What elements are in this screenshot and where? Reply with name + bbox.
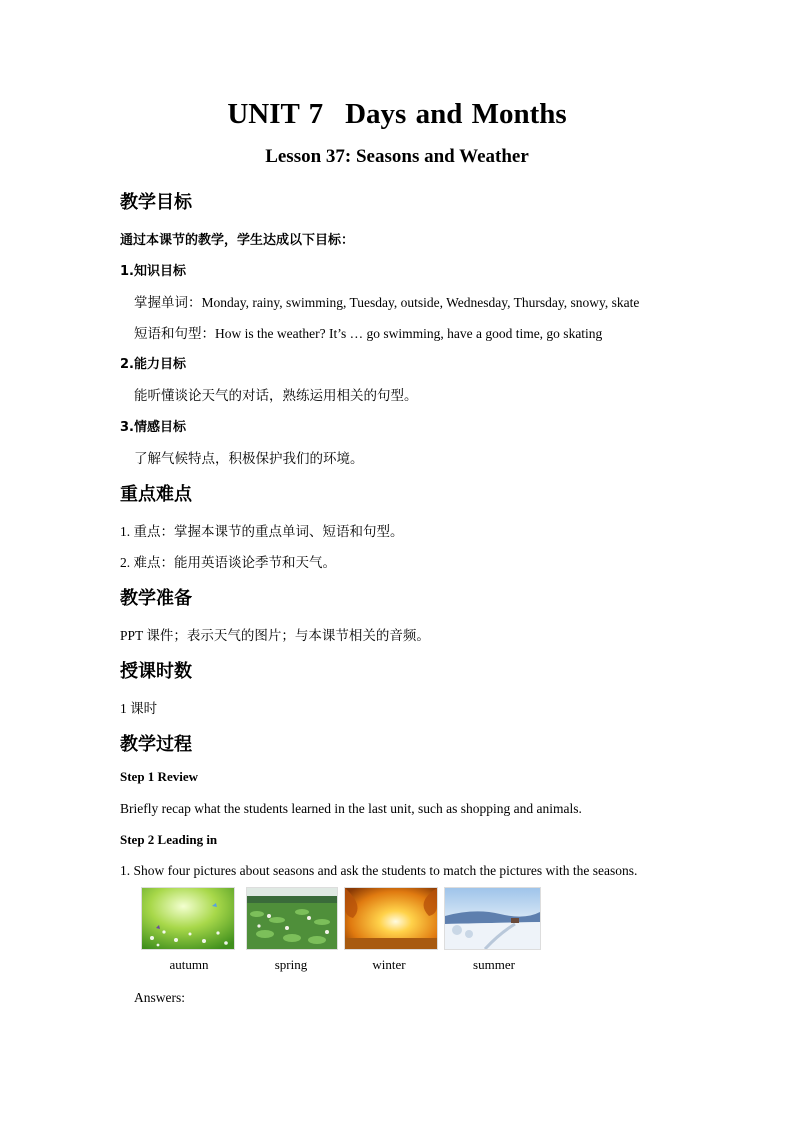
process-heading: 教学过程 [120, 734, 192, 755]
step1-title: Step 1 Review [120, 769, 198, 784]
meadow-picture [141, 887, 235, 950]
unit-number: UNIT 7 [227, 98, 324, 130]
step2-title: Step 2 Leading in [120, 832, 218, 847]
vocab-line: 掌握单词：Monday, rainy, swimming, Tuesday, outside, Wednesday, Thursday, snowy, skate [134, 295, 640, 310]
ability-heading: 2.能力目标 [120, 357, 186, 372]
unit-title [0, 98, 794, 131]
step1-text: Briefly recap what the students learned in the last unit, such as shopping and animals. [120, 801, 582, 816]
difficulty-item: 2. 难点：能用英语谈论季节和天气。 [120, 555, 336, 570]
lesson-title: Lesson 37: Seasons and Weather [265, 146, 529, 167]
caption-item: spring [274, 957, 308, 972]
preparation-text: PPT 课件；表示天气的图片；与本课节相关的音频。 [120, 628, 430, 643]
unit-name: Days and Months [345, 98, 567, 130]
hours-text: 1 课时 [120, 701, 158, 716]
knowledge-heading: 1.知识目标 [120, 264, 186, 279]
caption-item: autumn [169, 957, 209, 972]
key-points-heading: 重点难点 [120, 484, 192, 505]
autumn-tree-picture [344, 887, 438, 950]
objectives-intro: 通过本课节的教学，学生达成以下目标： [120, 233, 355, 248]
caption-item: summer [473, 957, 515, 972]
key-point-item: 1. 重点：掌握本课节的重点单词、短语和句型。 [120, 524, 404, 539]
snow-landscape-picture [444, 887, 541, 950]
ability-text: 能听懂谈论天气的对话，熟练运用相关的句型。 [134, 388, 418, 403]
objectives-heading: 教学目标 [120, 192, 192, 213]
phrases-line: 短语和句型：How is the weather? It’s … go swimming, have a good time, go skating [134, 326, 603, 341]
emotion-text: 了解气候特点，积极保护我们的环境。 [134, 451, 364, 466]
step2-text: 1. Show four pictures about seasons and ask the students to match the pictures with the seasons. [120, 863, 638, 878]
emotion-heading: 3.情感目标 [120, 420, 186, 435]
hours-heading: 授课时数 [120, 661, 192, 682]
preparation-heading: 教学准备 [120, 588, 192, 609]
lotus-pond-picture [246, 887, 338, 950]
caption-item: winter [372, 957, 406, 972]
answers-label: Answers: [134, 990, 185, 1005]
